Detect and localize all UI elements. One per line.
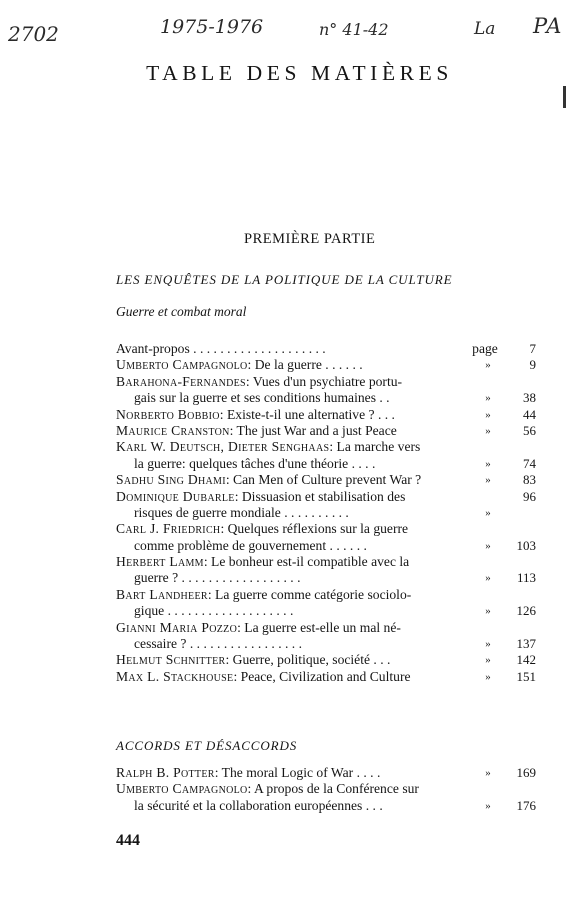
toc-entry-marker: »	[485, 457, 491, 470]
toc-entry-title: gique . . . . . . . . . . . . . . . . . . .	[134, 603, 294, 619]
toc-entry-marker: »	[485, 670, 491, 683]
toc-entry-text	[116, 521, 408, 537]
toc-entry-author: Dominique Dubarle	[116, 488, 235, 504]
page-number: 444	[116, 832, 140, 849]
toc-entry-title: : The just War and a just Peace	[229, 422, 397, 438]
page-edge-mark	[563, 86, 566, 108]
toc-entry-author: Gianni Maria Pozzo	[116, 619, 238, 635]
handwritten-note-issue: n° 41-42	[319, 20, 389, 39]
toc-entry	[116, 456, 536, 472]
toc-entry-text	[116, 489, 405, 505]
toc-entry-page: 151	[516, 668, 536, 684]
toc-entry-text	[116, 472, 421, 488]
toc-entry	[116, 781, 536, 797]
toc-entry-page: 56	[523, 422, 536, 438]
toc-entry	[116, 587, 536, 603]
toc-entry-text	[134, 636, 302, 652]
toc-entry-marker: »	[485, 392, 491, 405]
toc-entry	[116, 620, 536, 636]
toc-entry-text	[116, 652, 390, 668]
toc-entry-text	[116, 781, 419, 797]
toc-entry-title: la guerre: quelques tâches d'une théorie . . . .	[134, 455, 376, 471]
toc-entry-text	[116, 587, 411, 603]
toc-entry-marker: »	[485, 359, 491, 372]
toc-entry-marker: »	[485, 605, 491, 618]
toc-entry	[116, 505, 536, 521]
toc-entry-page: 74	[523, 455, 536, 471]
toc-entry-title: : Existe-t-il une alternative ? . . .	[219, 406, 395, 422]
part-heading: PREMIÈRE PARTIE	[244, 231, 376, 247]
toc-entry-text	[134, 505, 349, 521]
toc-entry	[116, 472, 536, 488]
toc-entry	[116, 652, 536, 668]
toc-entry-title: comme problème de gouvernement . . . . . .	[134, 537, 367, 553]
toc-entry-author: Norberto Bobbio	[116, 406, 220, 422]
section-subheading-1: Guerre et combat moral	[116, 304, 247, 319]
toc-entry-page: 169	[516, 765, 536, 780]
toc-entry	[116, 570, 536, 586]
toc-entry-marker: page	[472, 341, 498, 356]
section-heading-1: LES ENQUÊTES DE LA POLITIQUE DE LA CULTURE	[116, 272, 453, 287]
handwritten-note-la: La	[474, 19, 496, 39]
toc-entry-title: : Quelques réflexions sur la guerre	[220, 521, 409, 537]
toc-entry-page: 44	[523, 406, 536, 422]
toc-entry-marker: »	[485, 474, 491, 487]
toc-entry	[116, 521, 536, 537]
toc-entry-text	[116, 669, 411, 685]
toc-entry	[116, 636, 536, 652]
toc-entry-page: 176	[516, 797, 536, 813]
toc-entry-title: : La marche vers	[329, 439, 421, 455]
toc-entry-text	[134, 538, 367, 554]
toc-entry-marker: »	[485, 408, 491, 421]
toc-entry-title: : Can Men of Culture prevent War ?	[225, 472, 422, 488]
toc-entry	[116, 439, 536, 455]
toc-entry-page: 126	[516, 603, 536, 619]
toc-entry-page: 142	[516, 652, 536, 668]
toc-entry	[116, 669, 536, 685]
toc-entry-author: Carl J. Friedrich	[116, 521, 221, 537]
toc-entry-title: : Peace, Civilization and Culture	[233, 668, 411, 684]
toc-entry-author: Helmut Schnitter	[116, 652, 226, 668]
toc-entry-marker: »	[485, 539, 491, 552]
toc-entry-text	[116, 620, 401, 636]
toc-entry-marker: »	[485, 424, 491, 437]
toc-entry-author: Maurice Cranston	[116, 422, 230, 438]
toc-entry-text	[116, 357, 363, 373]
toc-entry-marker: »	[485, 799, 491, 812]
toc-entry-title: : Vues d'un psychiatre portu-	[245, 373, 403, 389]
toc-entry-text	[116, 439, 420, 455]
toc-entry	[116, 798, 536, 814]
section-heading-2: ACCORDS ET DÉSACCORDS	[116, 738, 298, 753]
toc-entry-title: guerre ? . . . . . . . . . . . . . . . . . .	[134, 570, 301, 586]
toc-entry-text	[134, 456, 375, 472]
toc-entry-author: Umberto Campagnolo	[116, 357, 248, 373]
toc-entry-text	[134, 603, 293, 619]
handwritten-note-years: 1975-1976	[160, 16, 264, 38]
toc-entry-title: Avant-propos . . . . . . . . . . . . . . . . . . . .	[116, 341, 326, 356]
toc-entry-title: risques de guerre mondiale . . . . . . . . . .	[134, 504, 349, 520]
toc-entry-page: 38	[523, 390, 536, 406]
toc-entry-title: gais sur la guerre et ses conditions humaines . .	[134, 390, 390, 406]
toc-entry-marker: »	[485, 506, 491, 519]
toc-entry-title: : Guerre, politique, société . . .	[225, 652, 391, 668]
toc-entry-text	[116, 554, 409, 570]
toc-entry-text	[134, 390, 390, 406]
toc-entry	[116, 554, 536, 570]
toc-entry-title: : Le bonheur est-il compatible avec la	[203, 554, 410, 570]
toc-entry	[116, 765, 536, 781]
toc-entry-title: : La guerre est-elle un mal né-	[237, 619, 401, 635]
toc-entry-marker: »	[485, 572, 491, 585]
toc-entry-page: 137	[516, 636, 536, 652]
toc-entry-marker: »	[485, 638, 491, 651]
toc-entry-author: Ralph B. Potter	[116, 765, 215, 780]
page-title: TABLE DES MATIÈRES	[146, 61, 453, 85]
toc-list-2	[116, 765, 536, 814]
toc-entry-author: Bart Landheer	[116, 586, 208, 602]
toc-entry-page: 96	[523, 488, 536, 504]
toc-entry-text	[134, 570, 301, 586]
toc-entry-title: : De la guerre . . . . . .	[247, 357, 363, 373]
toc-list-1	[116, 341, 536, 685]
toc-entry-text	[116, 765, 380, 781]
toc-entry	[116, 390, 536, 406]
toc-entry-author: Barahona-Fernandes	[116, 373, 246, 389]
toc-entry	[116, 357, 536, 373]
toc-entry	[116, 423, 536, 439]
toc-entry	[116, 374, 536, 390]
toc-entry-text	[116, 407, 395, 423]
toc-entry-page: 83	[523, 472, 536, 488]
toc-entry-text	[116, 341, 326, 357]
toc-entry-page: 9	[529, 357, 536, 373]
toc-entry-title: la sécurité et la collaboration européennes . . .	[134, 797, 383, 813]
toc-entry-author: Karl W. Deutsch, Dieter Senghaas	[116, 439, 330, 455]
toc-entry-title: : A propos de la Conférence sur	[247, 781, 419, 797]
toc-entry	[116, 538, 536, 554]
toc-entry-text	[116, 374, 402, 390]
toc-entry-author: Sadhu Sing Dhami	[116, 472, 226, 488]
toc-entry-text	[134, 798, 383, 814]
handwritten-note-pa: PA	[533, 14, 563, 38]
toc-entry-text	[116, 423, 397, 439]
toc-entry	[116, 341, 536, 357]
toc-entry-author: Umberto Campagnolo	[116, 781, 248, 797]
toc-entry-page: 103	[516, 537, 536, 553]
toc-entry-marker: »	[485, 767, 491, 779]
toc-entry	[116, 489, 536, 505]
toc-entry-title: : The moral Logic of War . . . .	[214, 765, 381, 780]
toc-entry-title: : La guerre comme catégorie sociolo-	[207, 586, 412, 602]
toc-entry	[116, 407, 536, 423]
toc-entry-title: : Dissuasion et stabilisation des	[234, 488, 406, 504]
toc-entry-author: Herbert Lamm	[116, 554, 204, 570]
toc-entry	[116, 603, 536, 619]
handwritten-note-number: 2702	[8, 22, 59, 46]
toc-entry-page: 7	[529, 341, 536, 356]
toc-entry-page: 113	[516, 570, 536, 586]
toc-entry-title: cessaire ? . . . . . . . . . . . . . . . . .	[134, 636, 302, 652]
toc-entry-author: Max L. Stackhouse	[116, 668, 234, 684]
toc-entry-marker: »	[485, 654, 491, 667]
